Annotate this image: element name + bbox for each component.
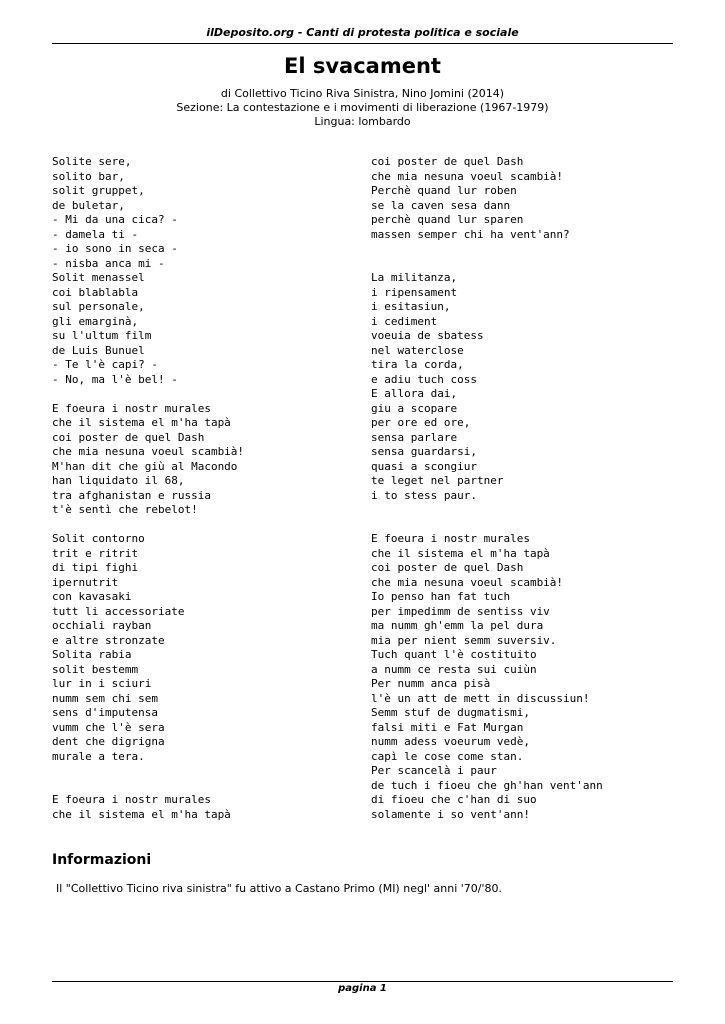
header-divider	[52, 43, 673, 44]
lyric-line: occhiali rayban	[52, 619, 152, 632]
lyric-line: Io penso han fat tuch	[371, 590, 511, 603]
lyric-line: perchè quand lur sparen	[371, 213, 524, 226]
lyric-line: tira la corda,	[371, 358, 464, 371]
lyric-line: t'è sentì che rebelot!	[52, 503, 198, 516]
lyric-line: che il sistema el m'ha tapà	[371, 546, 550, 560]
lyric-line: numm adess voeurum vedè,	[371, 735, 530, 748]
lyric-line: coi blablabla	[52, 285, 139, 299]
lyric-line: ma numm gh'emm la pel dura	[371, 619, 544, 632]
lyrics-column-right	[371, 155, 603, 822]
lyric-line: massen semper chi ha vent'ann?	[371, 227, 570, 241]
lyric-line: han liquidato il 68,	[52, 474, 185, 487]
lyric-line: falsi miti e Fat Murgan	[371, 720, 524, 734]
lyric-line: i ripensament	[371, 285, 458, 299]
lyric-line: che il sistema el m'ha tapà	[52, 416, 231, 429]
lyric-line: di fioeu che c'han di suo	[371, 793, 537, 806]
lyric-line: M'han dit che giù al Macondo	[52, 459, 238, 473]
lyric-line: Per numm anca pisà	[371, 677, 491, 690]
lyric-line: solamente i so vent'ann!	[371, 807, 530, 821]
lyric-line: solito bar,	[52, 169, 125, 183]
lyric-line: e adiu tuch coss	[371, 372, 477, 386]
lyric-line: Perchè quand lur roben	[371, 184, 517, 197]
lyric-line: Solita rabia	[52, 648, 132, 661]
lyric-line: e altre stronzate	[52, 633, 165, 647]
lyric-line: voeuia de sbatess	[371, 329, 484, 342]
lyric-line: tutt li accessoriate	[52, 604, 185, 618]
lyric-line: che mia nesuna voeul scambià!	[52, 445, 245, 458]
lyric-line: murale a tera.	[52, 749, 145, 763]
lyric-line: Solit contorno	[52, 532, 145, 545]
lyric-line: dent che digrigna	[52, 735, 165, 748]
lyric-line: lur in i sciuri	[52, 677, 152, 690]
lyric-line: tra afghanistan e russia	[52, 488, 211, 502]
lyric-line: i to stess paur.	[371, 488, 477, 502]
lyric-line: E foeura i nostr murales	[52, 401, 211, 415]
lyric-line: de buletar,	[52, 198, 125, 212]
lyric-line: quasi a scongiur	[371, 459, 477, 473]
lyric-line: Solite sere,	[52, 155, 132, 168]
lyric-line: su l'ultum film	[52, 329, 152, 342]
lyric-line: se la caven sesa dann	[371, 198, 511, 212]
lyric-line: te leget nel partner	[371, 474, 504, 487]
lyric-line: Solit menassel	[52, 271, 145, 284]
song-authors: di Collettivo Ticino Riva Sinistra, Nino Jomini (2014)	[220, 87, 505, 100]
lyric-line: sensa parlare	[371, 430, 458, 444]
song-section: Sezione: La contestazione e i movimenti di liberazione (1967-1979)	[176, 101, 549, 114]
song-title: El svacament	[284, 54, 441, 78]
lyric-line: che il sistema el m'ha tapà	[52, 807, 231, 821]
info-text: Il "Collettivo Ticino riva sinistra" fu attivo a Castano Primo (MI) negl' anni '70/'80.	[56, 882, 503, 895]
lyric-line: sensa guardarsi,	[371, 445, 477, 458]
lyric-line: - Te l'è capi? -	[52, 358, 158, 371]
lyric-line: coi poster de quel Dash	[371, 155, 524, 168]
lyric-line: ipernutrit	[52, 575, 119, 589]
lyric-line: - nisba anca mi -	[52, 256, 165, 270]
lyric-line: Semm stuf de dugmatismi,	[371, 706, 530, 719]
lyric-line: E allora dai,	[371, 387, 458, 400]
lyric-line: sens d'imputensa	[52, 706, 158, 719]
lyric-line: che mia nesuna voeul scambià!	[371, 575, 564, 589]
lyric-line: mia per nient semm suversiv.	[371, 633, 557, 647]
lyric-line: E foeura i nostr murales	[371, 532, 530, 545]
lyric-line: per impedimm de sentiss viv	[371, 604, 550, 618]
lyric-line: Tuch quant l'è costituito	[371, 648, 537, 661]
song-meta	[0, 87, 725, 129]
lyric-line: con kavasaki	[52, 590, 132, 603]
lyric-line: i esitasiun,	[371, 300, 451, 313]
lyric-line: di tipi fighi	[52, 561, 139, 574]
lyric-line: de Luis Bunuel	[52, 343, 145, 357]
lyric-line: sul personale,	[52, 300, 145, 313]
lyric-line: - Mi da una cica? -	[52, 213, 178, 226]
song-language: Lingua: lombardo	[314, 115, 411, 128]
lyric-line: nel waterclose	[371, 343, 464, 357]
lyric-line: a numm ce resta sui cuiùn	[371, 662, 537, 676]
lyric-line: coi poster de quel Dash	[52, 430, 205, 444]
lyric-line: i cediment	[371, 314, 438, 328]
lyric-line: coi poster de quel Dash	[371, 561, 524, 574]
lyric-line: - damela ti -	[52, 227, 139, 241]
lyric-line: l'è un att de mett in discussiun!	[371, 691, 590, 705]
lyric-line: gli emarginà,	[52, 314, 139, 328]
lyric-line: giu a scopare	[371, 401, 458, 415]
footer-divider	[52, 981, 673, 982]
lyric-line: vumm che l'è sera	[52, 720, 165, 734]
info-heading: Informazioni	[52, 852, 152, 868]
lyric-line: che mia nesuna voeul scambià!	[371, 169, 564, 183]
lyrics-column-left	[52, 155, 244, 822]
lyric-line: numm sem chi sem	[52, 691, 158, 705]
lyric-line: - No, ma l'è bel! -	[52, 372, 178, 386]
lyric-line: trit e ritrit	[52, 546, 139, 560]
lyric-line: solit bestemm	[52, 662, 139, 676]
lyric-line: E foeura i nostr murales	[52, 793, 211, 806]
page-number: pagina 1	[338, 983, 387, 994]
site-header: ilDeposito.org - Canti di protesta politica e sociale	[206, 26, 519, 39]
lyric-line: - io sono in seca -	[52, 242, 178, 255]
lyric-line: per ore ed ore,	[371, 416, 471, 429]
lyric-line: solit gruppet,	[52, 184, 145, 197]
lyric-line: de tuch i fioeu che gh'han vent'ann	[371, 778, 603, 792]
lyric-line: La militanza,	[371, 271, 458, 284]
lyric-line: Per scancelà i paur	[371, 764, 497, 777]
lyric-line: capì le cose come stan.	[371, 749, 524, 763]
